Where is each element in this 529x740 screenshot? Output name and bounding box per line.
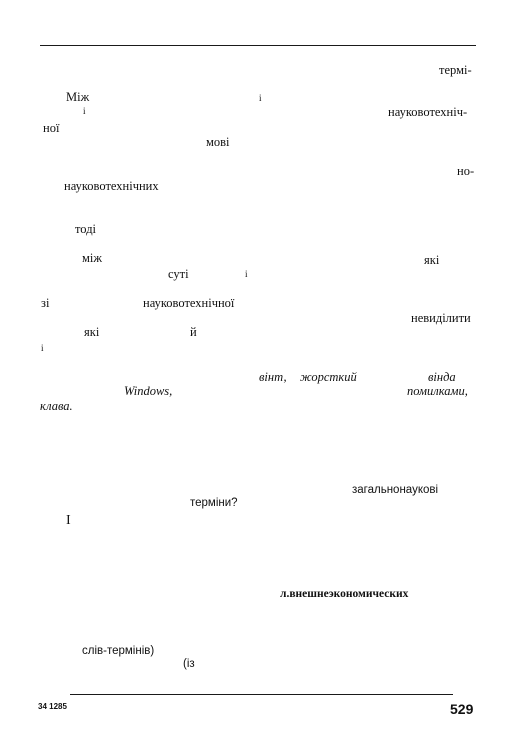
text-fragment: й	[190, 325, 197, 339]
text-fragment: жорсткий	[300, 370, 357, 384]
text-fragment: но-	[457, 164, 475, 178]
text-fragment: зі	[41, 296, 50, 310]
top-rule	[40, 45, 476, 46]
text-fragment: і	[83, 106, 86, 116]
text-fragment: і	[259, 93, 262, 103]
text-fragment: загальнонаукові	[352, 484, 439, 496]
text-fragment: І	[66, 513, 71, 528]
text-fragment: клава.	[40, 399, 73, 413]
text-fragment: терміни?	[190, 497, 238, 509]
text-fragment: л.внешнеэкономических	[280, 588, 409, 600]
text-fragment: Windows,	[124, 384, 173, 398]
text-fragment: слів-термінів)	[82, 645, 155, 657]
text-fragment: і	[245, 269, 248, 279]
text-fragment: (із	[183, 658, 195, 670]
text-fragment: які	[84, 325, 100, 339]
text-fragment: помилками,	[407, 384, 468, 398]
text-fragment: науковотехніч-	[388, 105, 468, 119]
text-fragment: вінт,	[259, 370, 287, 384]
bottom-rule	[70, 694, 453, 695]
text-fragment: між	[82, 251, 103, 265]
text-fragment: суті	[168, 267, 189, 281]
text-fragment: науковотехнічної	[143, 296, 235, 310]
text-fragment: ної	[43, 121, 60, 135]
text-fragment: вінда	[428, 370, 456, 384]
page-number: 529	[450, 701, 474, 717]
signature-code: 34 1285	[38, 702, 67, 711]
text-fragment: Між	[66, 90, 90, 104]
text-fragment: мові	[206, 135, 230, 149]
text-fragment: тоді	[75, 222, 97, 236]
text-fragment: які	[424, 253, 440, 267]
text-fragment: і	[41, 343, 44, 353]
text-fragment: науковотехнічних	[64, 179, 159, 193]
text-fragment: термі-	[439, 63, 472, 77]
text-fragment: невиділити	[411, 311, 471, 325]
